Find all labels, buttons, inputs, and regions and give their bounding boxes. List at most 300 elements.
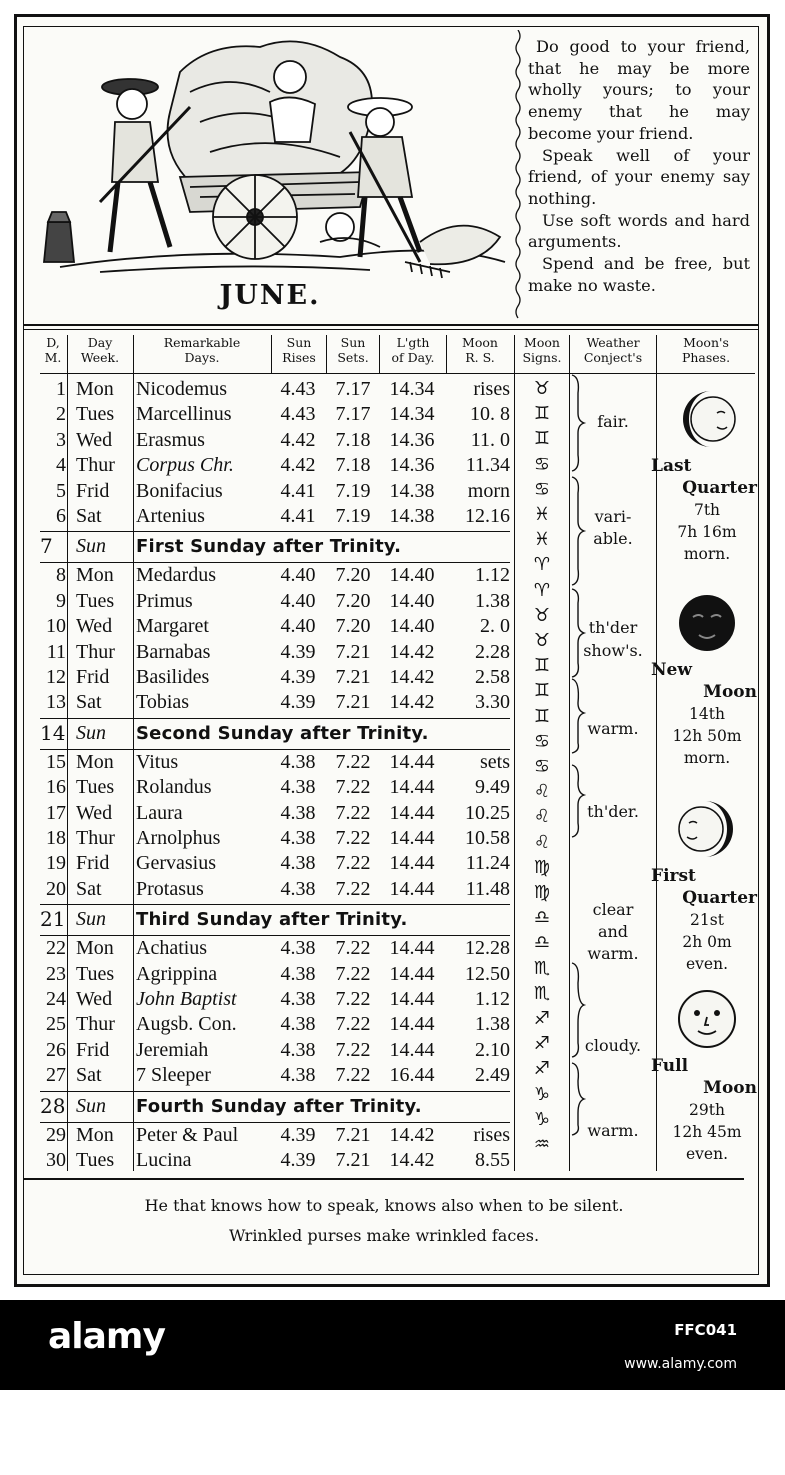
sun-rises: 4.38 bbox=[280, 1064, 316, 1087]
moon-rise-set: 1.38 bbox=[475, 589, 510, 612]
sunday-row bbox=[40, 1091, 510, 1121]
sun-rises: 4.38 bbox=[280, 962, 316, 985]
sun-sets: 7.20 bbox=[335, 615, 371, 638]
day-of-week: Thur bbox=[76, 640, 115, 663]
last-quarter-moon-icon bbox=[671, 383, 743, 455]
sunday-row bbox=[40, 531, 510, 561]
header-line: Remarkable bbox=[163, 335, 241, 350]
new-moon-icon bbox=[671, 587, 743, 659]
column-divider bbox=[271, 335, 272, 373]
remarkable-day: Basilides bbox=[136, 666, 210, 688]
remarkable-day: Marcellinus bbox=[136, 403, 232, 426]
sun-sets: 7.21 bbox=[335, 1149, 371, 1171]
moon-phase-name2: Quarter bbox=[682, 888, 757, 908]
full-moon-icon bbox=[671, 983, 743, 1055]
zodiac-sign-icon: ♐ bbox=[533, 1008, 551, 1029]
day-of-month: 12 bbox=[46, 666, 66, 688]
remarkable-day: Primus bbox=[136, 589, 193, 612]
sunday-row bbox=[40, 718, 510, 748]
remarkable-day: John Baptist bbox=[136, 988, 237, 1010]
column-divider bbox=[446, 335, 447, 373]
sun-sets: 7.20 bbox=[335, 564, 371, 587]
length-of-day: 14.44 bbox=[389, 1013, 435, 1036]
header-line: M. bbox=[44, 350, 62, 365]
length-of-day: 14.44 bbox=[389, 776, 435, 799]
sun-sets: 7.22 bbox=[335, 1038, 371, 1061]
weather-label: show's. bbox=[583, 641, 643, 660]
column-divider bbox=[326, 335, 327, 373]
sun-rises: 4.39 bbox=[280, 666, 316, 688]
weather-label: th'der bbox=[588, 618, 638, 637]
moon-phase-when: morn. bbox=[683, 749, 731, 767]
header-line: of Day. bbox=[391, 350, 435, 365]
length-of-day: 14.40 bbox=[389, 589, 435, 612]
day-of-week: Mon bbox=[76, 564, 114, 587]
zodiac-sign-icon: ♍ bbox=[533, 882, 551, 903]
moon-rise-set: 11.34 bbox=[465, 454, 510, 477]
sun-sets: 7.22 bbox=[335, 937, 371, 960]
moon-rise-set: rises bbox=[473, 378, 510, 400]
header-remarkable-days bbox=[134, 335, 270, 373]
length-of-day: 16.44 bbox=[389, 1064, 435, 1087]
day-of-month: 19 bbox=[46, 852, 66, 875]
day-of-month: 1 bbox=[56, 378, 66, 400]
zodiac-sign-icon: ♈ bbox=[533, 579, 551, 601]
remarkable-day: Gervasius bbox=[136, 852, 216, 875]
sun-rises: 4.38 bbox=[280, 827, 316, 849]
remarkable-day: Erasmus bbox=[136, 428, 205, 451]
zodiac-sign-icon: ♋ bbox=[533, 478, 551, 500]
zodiac-sign-icon: ♏ bbox=[533, 957, 551, 979]
moon-phase-time: 12h 45m bbox=[672, 1123, 742, 1141]
header-length-of-day bbox=[380, 335, 446, 373]
moon-phases-column bbox=[651, 373, 757, 1173]
column-divider bbox=[379, 335, 380, 373]
moon-rise-set: 1.38 bbox=[475, 1013, 510, 1036]
first-quarter-moon-icon bbox=[671, 793, 743, 865]
moon-phase-name2: Moon bbox=[703, 1078, 757, 1098]
length-of-day: 14.42 bbox=[389, 691, 435, 714]
length-of-day: 14.36 bbox=[389, 428, 435, 451]
zodiac-sign-icon: ♋ bbox=[533, 453, 551, 475]
sun-rises: 4.38 bbox=[280, 937, 316, 960]
moon-phase-day: 7th bbox=[693, 501, 721, 519]
sun-rises: 4.38 bbox=[280, 852, 316, 875]
sunday-title: First Sunday after Trinity. bbox=[136, 536, 402, 558]
length-of-day: 14.36 bbox=[389, 454, 435, 477]
weather-label: clear bbox=[592, 900, 634, 919]
moon-rise-set: 3.30 bbox=[475, 691, 510, 714]
sunday-title: Second Sunday after Trinity. bbox=[136, 722, 429, 744]
day-of-week: Tues bbox=[76, 589, 115, 612]
zodiac-sign-icon: ♊ bbox=[533, 680, 551, 702]
day-of-month: 7 bbox=[40, 534, 53, 559]
moon-rise-set: 12.16 bbox=[465, 505, 510, 527]
sun-sets: 7.22 bbox=[335, 852, 371, 875]
day-of-month: 21 bbox=[40, 907, 66, 932]
day-of-week: Wed bbox=[76, 988, 113, 1010]
weather-label: vari- bbox=[594, 507, 632, 526]
moon-rise-set: 2.49 bbox=[475, 1064, 510, 1087]
day-of-week: Tues bbox=[76, 403, 115, 426]
zodiac-sign-icon: ♊ bbox=[533, 705, 551, 727]
header-line: Signs. bbox=[522, 350, 562, 365]
moon-phase-name1: Full bbox=[651, 1056, 689, 1076]
day-of-week: Mon bbox=[76, 937, 114, 960]
header-moon-phases bbox=[657, 335, 755, 373]
day-of-month: 23 bbox=[46, 962, 66, 985]
header-line: Moon's bbox=[683, 335, 729, 350]
day-of-week: Mon bbox=[76, 750, 114, 773]
footer-top-rule bbox=[24, 1178, 744, 1180]
sun-rises: 4.40 bbox=[280, 615, 316, 638]
sun-rises: 4.38 bbox=[280, 801, 316, 824]
decorative-wavy-divider bbox=[512, 30, 524, 324]
day-of-month: 9 bbox=[56, 589, 66, 612]
sun-sets: 7.22 bbox=[335, 877, 371, 900]
remarkable-day: Artenius bbox=[136, 505, 205, 527]
moon-rise-set: 1.12 bbox=[475, 564, 510, 587]
day-of-month: 13 bbox=[46, 691, 66, 714]
watermark-image-id: FFC041 bbox=[674, 1321, 737, 1339]
header-line: Weather bbox=[586, 335, 640, 350]
weather-label: able. bbox=[593, 529, 633, 548]
remarkable-day: Vitus bbox=[136, 750, 179, 773]
day-of-month: 18 bbox=[46, 827, 66, 849]
remarkable-day: Nicodemus bbox=[136, 378, 228, 400]
day-of-week: Mon bbox=[76, 378, 114, 400]
length-of-day: 14.42 bbox=[389, 1123, 435, 1146]
month-title: JUNE. bbox=[219, 280, 321, 311]
remarkable-day: Agrippina bbox=[136, 962, 218, 985]
zodiac-sign-icon: ♉ bbox=[533, 604, 551, 626]
sun-sets: 7.21 bbox=[335, 640, 371, 663]
header-line: Moon bbox=[524, 335, 560, 350]
length-of-day: 14.44 bbox=[389, 937, 435, 960]
sun-rises: 4.38 bbox=[280, 776, 316, 799]
remarkable-day: Laura bbox=[136, 801, 183, 824]
zodiac-sign-icon: ♎ bbox=[533, 932, 551, 954]
sun-rises: 4.43 bbox=[280, 403, 316, 426]
remarkable-day: 7 Sleeper bbox=[136, 1064, 211, 1087]
moon-rise-set: 11. 0 bbox=[470, 428, 510, 451]
day-of-month: 10 bbox=[46, 615, 66, 638]
weather-brace-marks bbox=[570, 373, 590, 1173]
moon-phase-when: morn. bbox=[683, 545, 731, 563]
day-of-week: Sat bbox=[76, 877, 102, 900]
proverb-paragraph: Speak well of your friend, of your enemy say nothing. bbox=[528, 145, 750, 208]
sun-rises: 4.38 bbox=[280, 988, 316, 1010]
header-line: Sets. bbox=[337, 350, 369, 365]
day-of-week: Frid bbox=[76, 666, 110, 688]
day-of-month: 8 bbox=[56, 564, 66, 587]
header-dm bbox=[40, 335, 66, 373]
day-of-month: 25 bbox=[46, 1013, 66, 1036]
day-of-week: Sun bbox=[76, 1094, 106, 1117]
header-line: Rises bbox=[282, 350, 316, 365]
remarkable-day: Rolandus bbox=[136, 776, 212, 799]
sun-rises: 4.41 bbox=[280, 479, 316, 502]
day-of-week: Thur bbox=[76, 827, 115, 849]
day-of-week: Thur bbox=[76, 1013, 115, 1036]
zodiac-sign-icon: ♓ bbox=[533, 529, 551, 551]
day-of-week: Frid bbox=[76, 852, 110, 875]
watermark-logo: alamy bbox=[48, 1316, 165, 1357]
moon-rise-set: 12.50 bbox=[465, 962, 510, 985]
sunday-row bbox=[40, 904, 510, 934]
watermark-site: www.alamy.com bbox=[624, 1356, 737, 1372]
zodiac-sign-icon: ♐ bbox=[533, 1058, 551, 1080]
zodiac-sign-icon: ♑ bbox=[533, 1083, 551, 1105]
zodiac-sign-icon: ♎ bbox=[533, 907, 551, 929]
zodiac-sign-icon: ♌ bbox=[533, 806, 551, 828]
sun-sets: 7.17 bbox=[335, 403, 371, 426]
zodiac-sign-icon: ♊ bbox=[533, 428, 551, 450]
weather-column bbox=[570, 373, 656, 1173]
moon-rise-set: 11.48 bbox=[465, 877, 510, 900]
watermark-id bbox=[624, 1313, 737, 1381]
zodiac-sign-icon: ♋ bbox=[533, 730, 551, 752]
header-line: Day bbox=[87, 335, 113, 350]
day-of-week: Tues bbox=[76, 962, 115, 985]
sun-rises: 4.38 bbox=[280, 877, 316, 900]
remarkable-day: Peter & Paul bbox=[136, 1123, 239, 1146]
moon-phase-when: even. bbox=[685, 1145, 728, 1163]
remarkable-day: Achatius bbox=[136, 937, 208, 960]
sun-rises: 4.39 bbox=[280, 691, 316, 714]
header-top-rule-thin bbox=[24, 329, 758, 330]
day-of-week: Wed bbox=[76, 801, 113, 824]
day-of-week: Frid bbox=[76, 479, 110, 502]
moon-phase-time: 7h 16m bbox=[677, 523, 737, 541]
moon-rise-set: 11.24 bbox=[465, 852, 510, 875]
length-of-day: 14.38 bbox=[389, 479, 435, 502]
zodiac-sign-icon: ♉ bbox=[533, 630, 551, 651]
day-of-week: Sun bbox=[76, 721, 106, 744]
day-of-month: 28 bbox=[40, 1093, 66, 1118]
sun-rises: 4.39 bbox=[280, 1149, 316, 1171]
sun-rises: 4.43 bbox=[280, 378, 316, 400]
length-of-day: 14.44 bbox=[389, 801, 435, 824]
remarkable-day: Corpus Chr. bbox=[136, 454, 234, 477]
moon-rise-set: 12.28 bbox=[465, 937, 510, 960]
day-of-month: 29 bbox=[46, 1123, 66, 1146]
header-line: Sun bbox=[286, 335, 312, 350]
day-of-month: 5 bbox=[56, 479, 66, 502]
length-of-day: 14.40 bbox=[389, 564, 435, 587]
day-of-month: 3 bbox=[56, 428, 66, 451]
moon-rise-set: 10. 8 bbox=[470, 403, 510, 426]
moon-rise-set: 2.10 bbox=[475, 1038, 510, 1061]
moon-rise-set: sets bbox=[480, 750, 510, 773]
header-line: Conject's bbox=[583, 350, 643, 365]
day-of-week: Sun bbox=[76, 908, 106, 931]
zodiac-sign-icon: ♈ bbox=[533, 554, 551, 576]
zodiac-sign-icon: ♌ bbox=[533, 831, 551, 853]
header-line: D, bbox=[46, 335, 60, 350]
sun-rises: 4.38 bbox=[280, 1038, 316, 1061]
zodiac-sign-icon: ♏ bbox=[533, 982, 551, 1004]
header-line: Days. bbox=[184, 350, 220, 365]
header-moon-rs bbox=[447, 335, 513, 373]
moon-phase-time: 2h 0m bbox=[682, 933, 732, 951]
remarkable-day: Tobias bbox=[136, 691, 190, 714]
moon-rise-set: 8.55 bbox=[475, 1149, 510, 1171]
sun-rises: 4.40 bbox=[280, 589, 316, 612]
length-of-day: 14.42 bbox=[389, 640, 435, 663]
zodiac-sign-icon: ♋ bbox=[533, 756, 551, 777]
moon-rise-set: 2. 0 bbox=[480, 615, 510, 638]
length-of-day: 14.34 bbox=[389, 403, 435, 426]
zodiac-sign-icon: ♉ bbox=[533, 378, 551, 399]
length-of-day: 14.44 bbox=[389, 1038, 435, 1061]
moon-signs-column bbox=[515, 373, 569, 1173]
remarkable-day: Barnabas bbox=[136, 640, 211, 663]
sun-sets: 7.22 bbox=[335, 827, 371, 849]
header-line: Phases. bbox=[681, 350, 731, 365]
length-of-day: 14.44 bbox=[389, 877, 435, 900]
zodiac-sign-icon: ♐ bbox=[533, 1033, 551, 1055]
weather-label: cloudy. bbox=[584, 1036, 642, 1055]
proverb-paragraph: Spend and be free, but make no waste. bbox=[528, 254, 750, 295]
remarkable-day: Augsb. Con. bbox=[136, 1013, 237, 1036]
day-of-month: 27 bbox=[46, 1064, 66, 1087]
day-of-month: 2 bbox=[56, 403, 66, 426]
sun-sets: 7.22 bbox=[335, 776, 371, 799]
day-of-month: 4 bbox=[56, 454, 66, 477]
header-line: Moon bbox=[462, 335, 498, 350]
remarkable-day: Arnolphus bbox=[136, 827, 221, 849]
day-of-week: Wed bbox=[76, 428, 113, 451]
moon-phase-day: 14th bbox=[689, 705, 725, 723]
sun-sets: 7.20 bbox=[335, 589, 371, 612]
sun-sets: 7.22 bbox=[335, 962, 371, 985]
length-of-day: 14.44 bbox=[389, 962, 435, 985]
proverb-paragraph: Do good to your friend, that he may be more wholly yours; to your enemy that he may become your friend. bbox=[528, 37, 750, 143]
day-of-month: 14 bbox=[40, 720, 66, 745]
proverb-paragraph: Use soft words and hard arguments. bbox=[528, 210, 750, 252]
remarkable-day: Lucina bbox=[136, 1149, 192, 1171]
moon-phase-when: even. bbox=[685, 955, 728, 973]
moon-rise-set: morn bbox=[467, 479, 510, 502]
day-of-week: Thur bbox=[76, 454, 115, 477]
zodiac-sign-icon: ♌ bbox=[533, 781, 551, 803]
weather-label: th'der. bbox=[587, 802, 639, 821]
remarkable-day: Protasus bbox=[136, 877, 204, 900]
day-of-week: Sun bbox=[76, 535, 106, 558]
sun-rises: 4.42 bbox=[280, 428, 316, 451]
length-of-day: 14.42 bbox=[389, 1149, 435, 1171]
day-of-month: 11 bbox=[46, 640, 66, 663]
length-of-day: 14.38 bbox=[389, 505, 435, 527]
moon-rise-set: 2.58 bbox=[475, 666, 510, 688]
moon-phase-day: 21st bbox=[690, 911, 724, 929]
header-line: L'gth bbox=[396, 335, 430, 350]
day-of-week: Wed bbox=[76, 615, 113, 638]
day-of-week: Tues bbox=[76, 1149, 115, 1171]
footer-proverb: He that knows how to speak, knows also when to be silent. bbox=[144, 1196, 624, 1215]
header-top-rule bbox=[24, 324, 758, 326]
moon-phase-name1: New bbox=[651, 660, 692, 680]
proverb-text bbox=[528, 36, 750, 296]
day-of-week: Tues bbox=[76, 776, 115, 799]
day-of-month: 15 bbox=[46, 750, 66, 773]
length-of-day: 14.44 bbox=[389, 750, 435, 773]
day-of-week: Sat bbox=[76, 691, 102, 714]
sun-sets: 7.22 bbox=[335, 988, 371, 1010]
sun-rises: 4.38 bbox=[280, 1013, 316, 1036]
zodiac-sign-icon: ♊ bbox=[533, 403, 551, 425]
remarkable-day: Bonifacius bbox=[136, 479, 223, 502]
zodiac-sign-icon: ♑ bbox=[533, 1108, 551, 1130]
sun-rises: 4.39 bbox=[280, 1123, 316, 1146]
moon-rise-set: 1.12 bbox=[475, 988, 510, 1010]
length-of-day: 14.42 bbox=[389, 666, 435, 688]
sun-rises: 4.42 bbox=[280, 454, 316, 477]
header-line: R. S. bbox=[465, 350, 495, 365]
moon-phase-name1: First bbox=[651, 866, 696, 886]
weather-label: and bbox=[597, 922, 629, 941]
moon-phase-day: 29th bbox=[689, 1101, 725, 1119]
length-of-day: 14.40 bbox=[389, 615, 435, 638]
remarkable-day: Jeremiah bbox=[136, 1038, 209, 1061]
sun-sets: 7.22 bbox=[335, 1064, 371, 1087]
moon-rise-set: 10.58 bbox=[465, 827, 510, 849]
length-of-day: 14.44 bbox=[389, 852, 435, 875]
sun-sets: 7.22 bbox=[335, 801, 371, 824]
weather-label: fair. bbox=[597, 412, 629, 431]
day-of-month: 24 bbox=[46, 988, 66, 1010]
day-of-week: Frid bbox=[76, 1038, 110, 1061]
moon-phase-name2: Quarter bbox=[682, 478, 757, 498]
day-of-month: 26 bbox=[46, 1038, 66, 1061]
day-of-month: 6 bbox=[56, 505, 66, 527]
moon-phase-name1: Last bbox=[651, 456, 692, 476]
length-of-day: 14.34 bbox=[389, 378, 435, 400]
weather-label: warm. bbox=[587, 719, 639, 738]
sunday-title: Third Sunday after Trinity. bbox=[136, 909, 408, 931]
zodiac-sign-icon: ♓ bbox=[533, 504, 551, 525]
sunday-title: Fourth Sunday after Trinity. bbox=[136, 1095, 422, 1117]
day-of-month: 30 bbox=[46, 1149, 66, 1171]
sun-sets: 7.22 bbox=[335, 1013, 371, 1036]
zodiac-sign-icon: ♍ bbox=[533, 856, 551, 878]
day-of-month: 16 bbox=[46, 776, 66, 799]
moon-rise-set: rises bbox=[473, 1123, 510, 1146]
day-of-week: Mon bbox=[76, 1123, 114, 1146]
sun-rises: 4.39 bbox=[280, 640, 316, 663]
sun-sets: 7.18 bbox=[335, 428, 371, 451]
day-of-month: 17 bbox=[46, 801, 66, 824]
sun-sets: 7.17 bbox=[335, 378, 371, 400]
footer-proverb: Wrinkled purses make wrinkled faces. bbox=[228, 1226, 540, 1245]
sun-sets: 7.18 bbox=[335, 454, 371, 477]
sun-sets: 7.19 bbox=[335, 479, 371, 502]
moon-rise-set: 10.25 bbox=[465, 801, 510, 824]
sun-sets: 7.21 bbox=[335, 1123, 371, 1146]
children-haycart-illustration bbox=[40, 32, 510, 282]
day-of-week: Sat bbox=[76, 1064, 102, 1087]
sun-sets: 7.22 bbox=[335, 750, 371, 773]
sun-sets: 7.19 bbox=[335, 505, 371, 527]
day-of-month: 20 bbox=[46, 877, 66, 900]
zodiac-sign-icon: ♒ bbox=[533, 1134, 551, 1155]
weather-label: warm. bbox=[587, 944, 639, 963]
zodiac-sign-icon: ♊ bbox=[533, 655, 551, 677]
moon-phase-time: 12h 50m bbox=[672, 727, 742, 745]
header-line: Sun bbox=[340, 335, 366, 350]
day-of-month: 22 bbox=[46, 937, 66, 960]
